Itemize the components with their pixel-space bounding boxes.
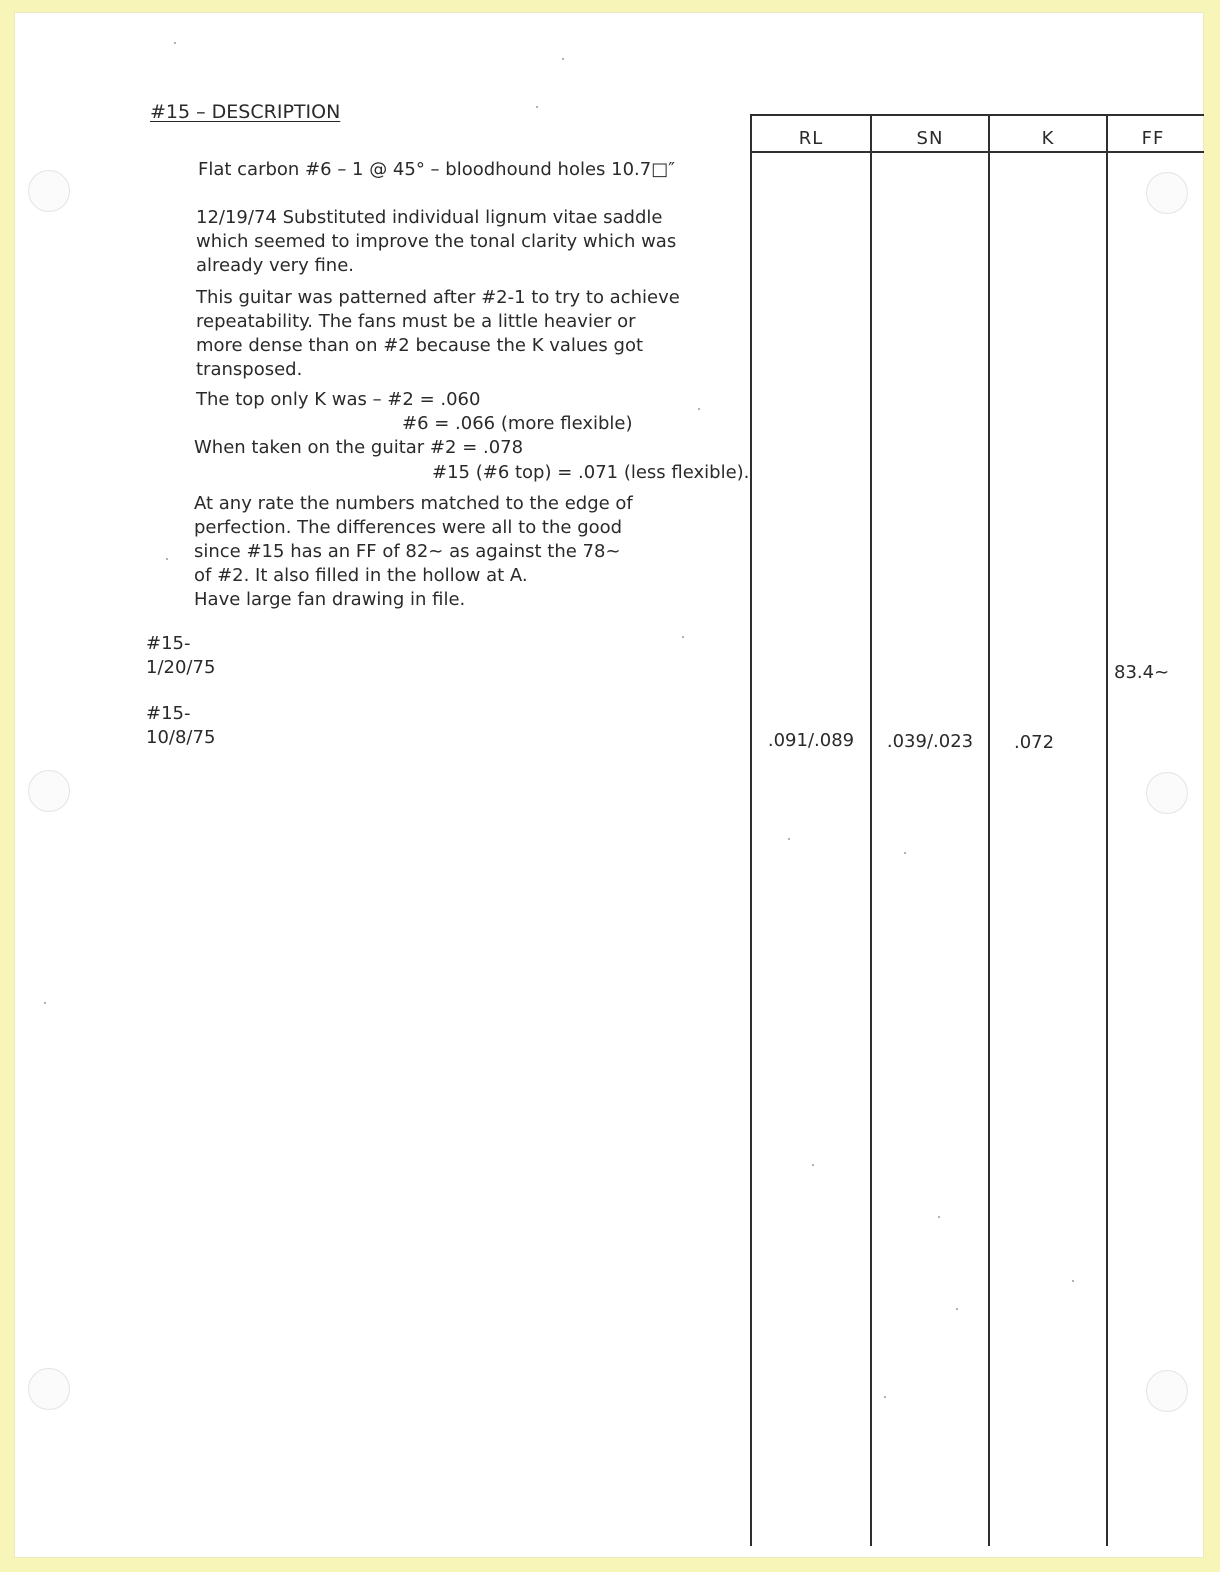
text-line: transposed. — [196, 359, 303, 380]
entry-date: 10/8/75 — [146, 727, 216, 748]
column-header-ff: FF — [1141, 128, 1165, 149]
table-column-divider — [750, 116, 752, 1546]
text-line: which seemed to improve the tonal clarity which was — [196, 231, 677, 252]
scan-speck — [904, 852, 906, 854]
punch-hole-right-middle — [1146, 772, 1188, 814]
entry-2-label — [146, 702, 215, 750]
scan-speck — [884, 1396, 886, 1398]
text-line: already very fine. — [196, 255, 354, 276]
text-line: repeatability. The fans must be a little heavier or — [196, 311, 636, 332]
text-line: At any rate the numbers matched to the edge of — [194, 493, 633, 514]
entry-1-label — [146, 632, 215, 680]
k-on-guitar-line: When taken on the guitar #2 = .078 — [194, 437, 524, 458]
page-heading: #15 – DESCRIPTION — [150, 101, 341, 123]
k-top-only-line: The top only K was – #2 = .060 — [196, 389, 481, 410]
scan-speck — [956, 1308, 958, 1310]
scan-speck — [938, 1216, 940, 1218]
entry-2-rl-value: .091/.089 — [767, 730, 855, 751]
punch-hole-left-middle — [28, 770, 70, 812]
text-line: perfection. The differences were all to the good — [194, 517, 623, 538]
scan-speck — [812, 1164, 814, 1166]
document-page — [14, 12, 1204, 1558]
scan-speck — [788, 838, 790, 840]
scan-speck — [682, 636, 684, 638]
punch-hole-right-top — [1146, 172, 1188, 214]
table-column-divider — [988, 116, 990, 1546]
scan-speck — [44, 1002, 46, 1004]
k-on-guitar-15-line: #15 (#6 top) = .071 (less flexible). — [432, 462, 750, 483]
punch-hole-left-bottom — [28, 1368, 70, 1410]
table-header-rule — [750, 151, 1204, 153]
entry-1-ff-value: 83.4~ — [1114, 662, 1170, 683]
entry-id: #15- — [146, 703, 191, 724]
table-top-rule — [750, 114, 1204, 116]
text-line: since #15 has an FF of 82~ as against the 78~ — [194, 541, 621, 562]
note-paragraph-saddle — [196, 206, 676, 278]
scan-speck — [1072, 1280, 1074, 1282]
column-header-k: K — [1041, 128, 1055, 149]
text-line: This guitar was patterned after #2-1 to try to achieve — [196, 287, 680, 308]
column-header-rl: RL — [798, 128, 824, 149]
description-line: Flat carbon #6 – 1 @ 45° – bloodhound holes 10.7□″ — [198, 159, 675, 180]
note-paragraph-pattern — [196, 286, 680, 382]
scan-speck — [698, 408, 700, 410]
scan-speck — [536, 106, 538, 108]
scan-speck — [166, 558, 168, 560]
entry-date: 1/20/75 — [146, 657, 216, 678]
text-line: of #2. It also filled in the hollow at A. — [194, 565, 528, 586]
note-paragraph-results — [194, 492, 633, 612]
entry-2-sn-value: .039/.023 — [886, 731, 974, 752]
entry-id: #15- — [146, 633, 191, 654]
scan-speck — [562, 58, 564, 60]
text-line: 12/19/74 Substituted individual lignum vitae saddle — [196, 207, 663, 228]
punch-hole-right-bottom — [1146, 1370, 1188, 1412]
table-column-divider — [870, 116, 872, 1546]
k-top-only-6-line: #6 = .066 (more flexible) — [402, 413, 633, 434]
entry-2-k-value: .072 — [1014, 732, 1055, 753]
text-line: Have large fan drawing in file. — [194, 589, 466, 610]
scan-speck — [174, 42, 176, 44]
text-line: more dense than on #2 because the K values got — [196, 335, 644, 356]
table-column-divider — [1106, 116, 1108, 1546]
column-header-sn: SN — [916, 128, 944, 149]
punch-hole-left-top — [28, 170, 70, 212]
